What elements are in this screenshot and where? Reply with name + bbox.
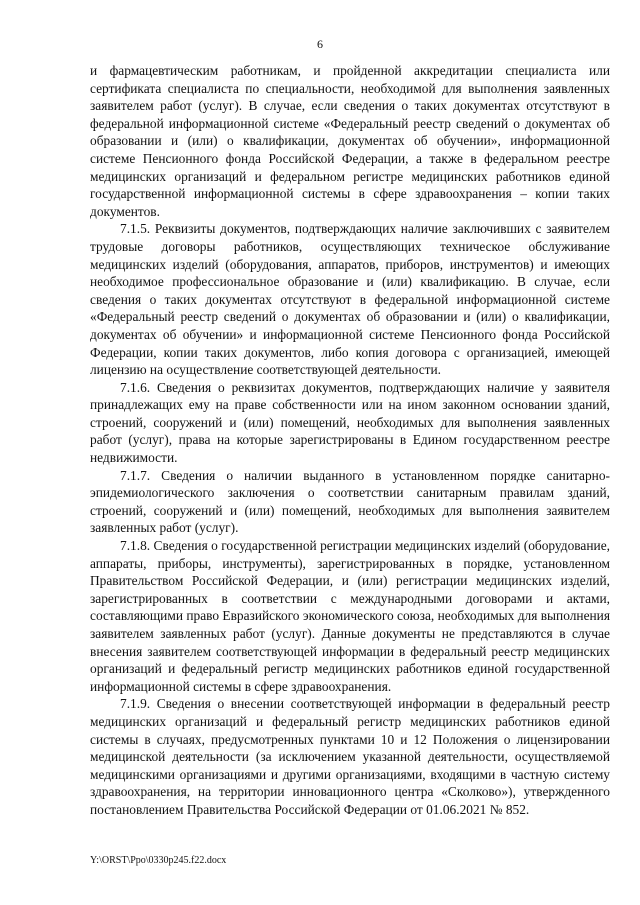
paragraph-7-1-7: 7.1.7. Сведения о наличии выданного в установленном порядке санитарно-эпидемиологического заключения о соответствии санитарным правилам зданий, строений, сооружений и (или) помещений, необходимых для выполнения заявителем заявленных работ (услуг).: [90, 467, 610, 536]
paragraph-continuation: и фармацевтическим работникам, и пройденной аккредитации специалиста или сертификата специалиста по специальности, необходимой для выполнения заявленных заявителем работ (услуг). В случае, если сведения о таких документах отсутствуют в федеральной информационной системе «Федеральный реестр сведений о документах об образовании и (или) о квалификации, документах об обучении», информационной системе Пенсионного фонда Российской Федерации, а также в федеральном реестре медицинских организаций и федеральном регистре медицинских работников единой государственной информационной системы в сфере здравоохранения – копии таких документов.: [90, 63, 610, 219]
file-path-footer: Y:\ORST\Ppo\0330p245.f22.docx: [90, 855, 227, 866]
paragraph-7-1-5: 7.1.5. Реквизиты документов, подтверждающих наличие заключивших с заявителем трудовые договоры работников, осуществляющих техническое обслуживание медицинских изделий (оборудования, аппаратов, приборов, инструментов) и имеющих необходимое профессиональное образование и (или) квалификацию. В случае, если сведения о таких документах отсутствуют в федеральной информационной системе «Федеральный реестр сведений о документах об образовании и (или) о квалификации, документах об обучении» и информационной системе Пенсионного фонда Российской Федерации, копии таких документов, либо копия договора с организацией, имеющей лицензию на осуществление соответствующей деятельности.: [90, 221, 610, 378]
document-body: [90, 62, 610, 819]
paragraph-7-1-8: 7.1.8. Сведения о государственной регистрации медицинских изделий (оборудование, аппараты, приборы, инструменты), зарегистрированных в порядке, установленном Правительством Российской Федерации, и (или) регистрации медицинских изделий, зарегистрированных в соответствии с международными договорами и актами, составляющими право Евразийского экономического союза, необходимых для выполнения заявителем заявленных работ (услуг). Данные документы не представляются в случае внесения заявителем соответствующей информации в федеральный реестр медицинских организаций и федеральный регистр медицинских работников единой государственной информационной системы в сфере здравоохранения.: [90, 538, 610, 694]
paragraph-7-1-9: 7.1.9. Сведения о внесении соответствующей информации в федеральный реестр медицинских организаций и федеральный регистр медицинских работников единой системы в случаях, предусмотренных пунктами 10 и 12 Положения о лицензировании медицинской деятельности (за исключением указанной деятельности, осуществляемой медицинскими организациями и другими организациями, входящими в частную систему здравоохранения, на территории инновационного центра «Сколково»), утвержденного постановлением Правительства Российской Федерации от 01.06.2021 № 852.: [90, 696, 610, 817]
paragraph-7-1-6: 7.1.6. Сведения о реквизитах документов, подтверждающих наличие у заявителя принадлежащих ему на праве собственности или на ином законном основании зданий, строений, сооружений и (или) помещений, необходимых для выполнения заявленных работ (услуг), права на которые зарегистрированы в Едином государственном реестре недвижимости.: [90, 379, 610, 466]
page-number: 6: [317, 37, 323, 51]
